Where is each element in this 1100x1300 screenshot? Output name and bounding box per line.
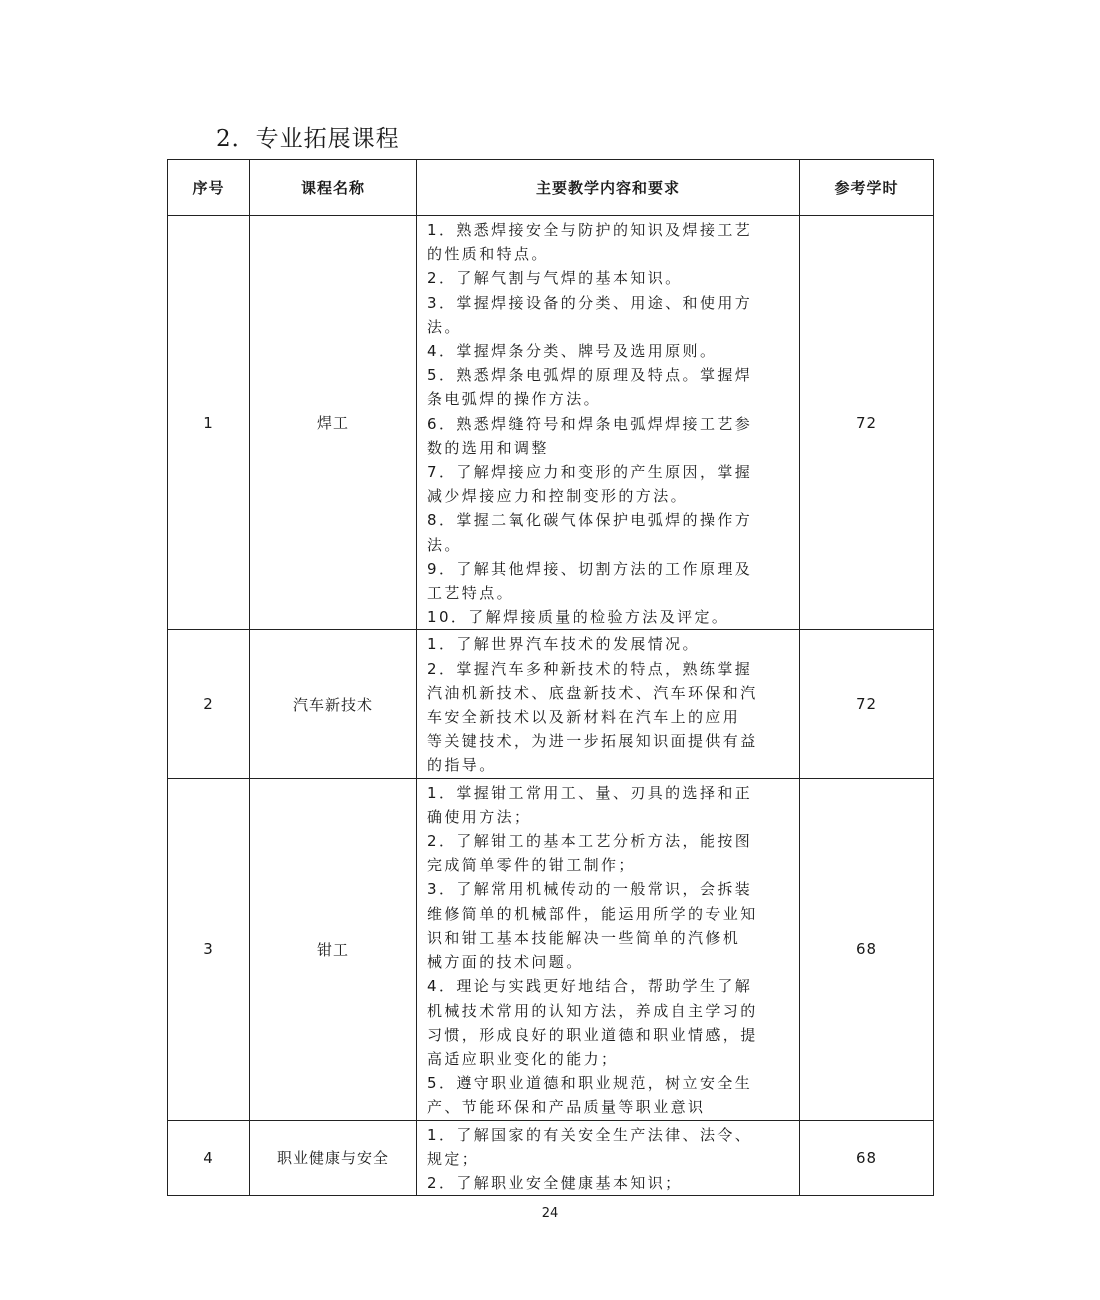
table-header-row: [168, 160, 934, 216]
content-line: 的性质和特点。: [427, 245, 549, 264]
content-line: 械方面的技术问题。: [427, 953, 584, 972]
row-index: 4: [168, 1120, 250, 1196]
content-line: 5．熟悉焊条电弧焊的原理及特点。掌握焊: [427, 366, 753, 385]
row-course-name: 焊工: [250, 216, 417, 630]
content-line: 10．了解焊接质量的检验方法及评定。: [427, 608, 730, 627]
content-line: 2．了解钳工的基本工艺分析方法，能按图: [427, 832, 753, 851]
content-line: 的指导。: [427, 756, 497, 775]
row-hours: 72: [800, 630, 934, 778]
content-line: 9．了解其他焊接、切割方法的工作原理及: [427, 559, 753, 578]
content-line: 5．遵守职业道德和职业规范，树立安全生: [427, 1074, 753, 1093]
content-line: 4．理论与实践更好地结合，帮助学生了解: [427, 977, 753, 996]
content-line: 4．掌握焊条分类、牌号及选用原则。: [427, 342, 718, 361]
row-course-name: 汽车新技术: [250, 630, 417, 778]
row-content: [417, 1120, 800, 1196]
content-line: 2．掌握汽车多种新技术的特点，熟练掌握: [427, 659, 753, 678]
content-line: 7．了解焊接应力和变形的产生原因，掌握: [427, 463, 753, 482]
content-line: 数的选用和调整: [427, 438, 549, 457]
content-line: 完成简单零件的钳工制作；: [427, 856, 636, 875]
table-row: [168, 778, 934, 1120]
row-hours: 68: [800, 778, 934, 1120]
content-line: 2．了解气割与气焊的基本知识。: [427, 269, 683, 288]
content-line: 3．了解常用机械传动的一般常识，会拆装: [427, 880, 753, 899]
content-line: 习惯，形成良好的职业道德和职业情感，提: [427, 1025, 758, 1044]
content-line: 1．熟悉焊接安全与防护的知识及焊接工艺: [427, 221, 753, 239]
content-line: 等关键技术，为进一步拓展知识面提供有益: [427, 732, 758, 751]
row-content: [417, 630, 800, 778]
section-title: 2．专业拓展课程: [216, 126, 400, 152]
content-line: 2．了解职业安全健康基本知识；: [427, 1173, 683, 1192]
content-line: 规定；: [427, 1149, 480, 1168]
content-line: 3．掌握焊接设备的分类、用途、和使用方: [427, 293, 753, 312]
header-index: 序号: [168, 160, 250, 216]
content-line: 法。: [427, 317, 462, 336]
row-index: 3: [168, 778, 250, 1120]
content-line: 高适应职业变化的能力；: [427, 1049, 619, 1068]
content-line: 机械技术常用的认知方法，养成自主学习的: [427, 1001, 758, 1020]
course-table: [167, 159, 934, 1196]
table-row: [168, 1120, 934, 1196]
header-content: 主要教学内容和要求: [417, 160, 800, 216]
content-line: 法。: [427, 535, 462, 554]
content-line: 产、节能环保和产品质量等职业意识: [427, 1098, 706, 1117]
content-line: 1．了解世界汽车技术的发展情况。: [427, 635, 700, 654]
content-line: 维修简单的机械部件，能运用所学的专业知: [427, 904, 758, 923]
content-line: 汽油机新技术、底盘新技术、汽车环保和汽: [427, 683, 758, 702]
row-hours: 68: [800, 1120, 934, 1196]
content-line: 确使用方法；: [427, 807, 532, 826]
content-line: 条电弧焊的操作方法。: [427, 390, 602, 409]
row-index: 1: [168, 216, 250, 630]
content-line: 1．掌握钳工常用工、量、刃具的选择和正: [427, 783, 753, 802]
header-hours: 参考学时: [800, 160, 934, 216]
row-course-name: 职业健康与安全: [250, 1120, 417, 1196]
content-line: 工艺特点。: [427, 584, 515, 603]
row-course-name: 钳工: [250, 778, 417, 1120]
table-row: [168, 630, 934, 778]
content-line: 识和钳工基本技能解决一些简单的汽修机: [427, 928, 741, 947]
row-content: [417, 216, 800, 630]
row-index: 2: [168, 630, 250, 778]
table-row: [168, 216, 934, 630]
header-course-name: 课程名称: [250, 160, 417, 216]
content-line: 1．了解国家的有关安全生产法律、法令、: [427, 1125, 753, 1144]
page-number: 24: [541, 1206, 559, 1221]
row-hours: 72: [800, 216, 934, 630]
content-line: 8．掌握二氧化碳气体保护电弧焊的操作方: [427, 511, 753, 530]
content-line: 车安全新技术以及新材料在汽车上的应用: [427, 708, 741, 727]
content-line: 减少焊接应力和控制变形的方法。: [427, 487, 689, 506]
content-line: 6．熟悉焊缝符号和焊条电弧焊焊接工艺参: [427, 414, 753, 433]
row-content: [417, 778, 800, 1120]
